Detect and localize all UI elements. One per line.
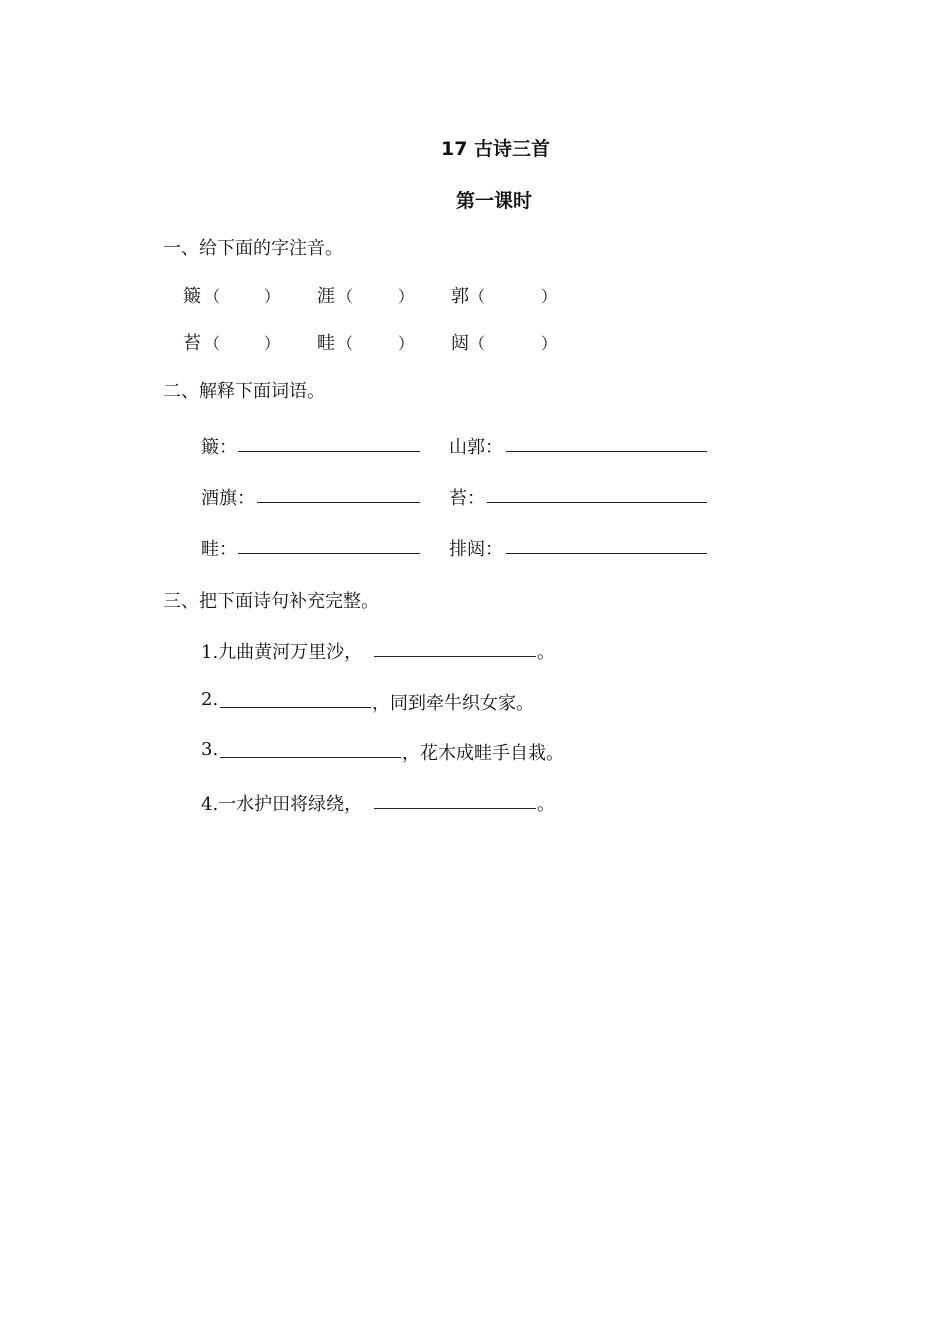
pinyin-item-char: 闼: [451, 333, 469, 354]
section-3-heading: 三、把下面诗句补充完整。: [163, 591, 379, 612]
poem-line-prefix: 3.: [201, 739, 219, 760]
pinyin-paren-close: ）: [541, 334, 558, 353]
poem-line-prefix: 1.九曲黄河万里沙，: [201, 642, 363, 663]
pinyin-paren-close: ）: [264, 287, 281, 306]
pinyin-item-char: 苔: [183, 333, 201, 354]
pinyin-item-char: 郭: [451, 286, 469, 307]
pinyin-paren-close: ）: [541, 287, 558, 306]
poem-line-suffix: ，同到牵牛织女家。: [372, 693, 534, 714]
pinyin-paren-close: ）: [398, 287, 415, 306]
poem-answer-line[interactable]: [220, 757, 401, 758]
definition-label: 排闼：: [449, 539, 503, 560]
pinyin-paren-open: （: [337, 334, 354, 353]
pinyin-item-char: 涯: [317, 286, 335, 307]
poem-line-prefix: 2.: [201, 689, 219, 710]
section-1-heading: 一、给下面的字注音。: [163, 238, 343, 259]
pinyin-item-char: 畦: [317, 333, 335, 354]
poem-line-prefix: 4.一水护田将绿绕，: [201, 794, 363, 815]
definition-label: 畦：: [201, 539, 237, 560]
pinyin-paren-open: （: [469, 287, 486, 306]
definition-answer-line[interactable]: [506, 553, 707, 554]
definition-answer-line[interactable]: [257, 502, 420, 503]
definition-label: 酒旗：: [201, 488, 255, 509]
definition-label: 山郭：: [449, 437, 503, 458]
poem-line-suffix: 。: [537, 642, 555, 663]
poem-line-suffix: 。: [537, 794, 555, 815]
page-title: 17 古诗三首: [441, 138, 551, 160]
pinyin-item-char: 簸: [183, 286, 201, 307]
definition-label: 簸：: [201, 437, 237, 458]
lesson-subtitle: 第一课时: [456, 190, 533, 212]
pinyin-paren-open: （: [204, 334, 221, 353]
section-2-heading: 二、解释下面词语。: [163, 381, 325, 402]
pinyin-paren-close: ）: [398, 334, 415, 353]
pinyin-paren-close: ）: [264, 334, 281, 353]
pinyin-paren-open: （: [204, 287, 221, 306]
poem-answer-line[interactable]: [374, 808, 536, 809]
definition-answer-line[interactable]: [487, 502, 707, 503]
poem-answer-line[interactable]: [220, 707, 371, 708]
poem-line-suffix: ，花木成畦手自栽。: [402, 743, 564, 764]
poem-answer-line[interactable]: [374, 656, 536, 657]
pinyin-paren-open: （: [337, 287, 354, 306]
pinyin-paren-open: （: [469, 334, 486, 353]
definition-answer-line[interactable]: [506, 451, 707, 452]
definition-answer-line[interactable]: [238, 553, 420, 554]
definition-label: 苔：: [449, 488, 485, 509]
definition-answer-line[interactable]: [238, 451, 420, 452]
